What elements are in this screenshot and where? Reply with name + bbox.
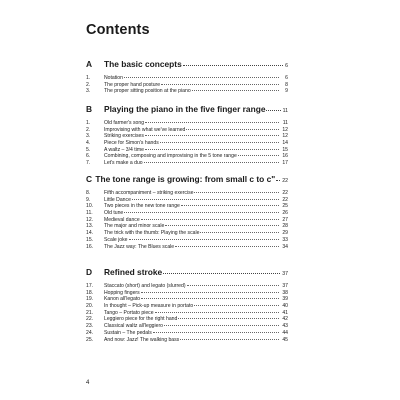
toc-entry (86, 203, 288, 210)
entry-title: Sustain – The pedals (104, 329, 152, 336)
entry-page-number: 41 (282, 309, 288, 316)
entry-title: Scale joke (104, 236, 128, 243)
entry-page-number: 43 (282, 323, 288, 330)
section-page-number: 11 (282, 108, 288, 114)
toc-entry (86, 337, 288, 344)
entry-number: 15. (86, 236, 94, 243)
entry-title: Notation (104, 75, 123, 81)
toc-entry (86, 140, 288, 147)
toc-entry (86, 244, 288, 251)
toc-entry (86, 160, 288, 167)
dot-leader (192, 90, 279, 91)
toc-section (86, 104, 288, 167)
section-heading (86, 104, 288, 116)
dot-leader (238, 155, 279, 156)
entry-title: The Jazz way: The Blues scale (104, 243, 175, 250)
entry-list (86, 75, 288, 95)
entry-page-number: 15 (282, 146, 288, 153)
entry-title: Combining, composing and improvising in the 5 tone range (104, 153, 237, 160)
dot-leader (141, 298, 279, 299)
toc-section (86, 267, 288, 343)
section-heading (86, 267, 288, 279)
entry-title: Improvising with what we've learned (104, 126, 186, 133)
entry-title: Hopping fingers (104, 289, 140, 296)
entry-title: Little Dance (104, 196, 131, 203)
dot-leader (141, 219, 279, 220)
entry-page-number: 22 (282, 196, 288, 203)
section-title: Refined stroke (104, 267, 163, 277)
entry-number: 17. (86, 283, 94, 289)
toc-entry (86, 210, 288, 217)
entry-number: 7. (86, 160, 91, 167)
dot-leader (141, 292, 279, 293)
dot-leader (129, 239, 279, 240)
section-heading (86, 174, 288, 186)
entry-title: Old tune (104, 210, 124, 217)
entry-page-number: 39 (282, 296, 288, 303)
entry-title: Let's make a duo (104, 160, 143, 167)
dot-leader (145, 122, 279, 123)
toc-entry (86, 283, 288, 290)
section-title: The basic concepts (104, 59, 182, 69)
entry-title: Striking exercises (104, 133, 144, 140)
entry-title: In thought – Pick-up measure in portato (104, 303, 194, 310)
entry-number: 19. (86, 296, 94, 303)
dot-leader (145, 135, 279, 136)
entry-page-number: 28 (282, 223, 288, 230)
entry-page-number: 44 (282, 329, 288, 336)
entry-number: 22. (86, 316, 94, 323)
toc-entry (86, 230, 288, 237)
toc-entry (86, 197, 288, 204)
entry-page-number: 8 (285, 81, 288, 88)
entry-number: 3. (86, 88, 91, 95)
entry-title: And now: Jazz! The walking bass (104, 336, 180, 343)
toc-entry (86, 237, 288, 244)
dot-leader (183, 65, 283, 66)
section-heading (86, 59, 288, 71)
entry-number: 9. (86, 196, 91, 203)
entry-page-number: 29 (282, 230, 288, 237)
entry-number: 13. (86, 223, 94, 230)
toc-entry (86, 133, 288, 140)
dot-leader (175, 246, 279, 247)
section-title: The tone range is growing: from small c to c" (95, 174, 276, 184)
page-title: Contents (86, 22, 150, 38)
entry-page-number: 9 (285, 88, 288, 95)
entry-page-number: 42 (282, 316, 288, 323)
entry-page-number: 37 (282, 283, 288, 289)
entry-title: The trick with the thumb: Playing the scale (104, 230, 200, 237)
entry-title: Medieval dance (104, 216, 140, 223)
entry-number: 5. (86, 146, 91, 153)
dot-leader (163, 273, 280, 274)
dot-leader (180, 339, 279, 340)
toc-section (86, 59, 288, 95)
entry-number: 10. (86, 203, 94, 210)
entry-page-number: 33 (282, 236, 288, 243)
entry-title: Two pieces in the new tone range (104, 203, 180, 210)
entry-title: The proper hand posture (104, 81, 161, 88)
toc-entry (86, 330, 288, 337)
entry-page-number: 34 (282, 243, 288, 250)
dot-leader (276, 180, 280, 181)
dot-leader (164, 325, 279, 326)
entry-title: The proper sitting position at the piano (104, 88, 191, 95)
section-page-number: 6 (285, 63, 288, 69)
entry-number: 16. (86, 243, 94, 250)
dot-leader (153, 332, 279, 333)
dot-leader (186, 129, 279, 130)
toc-entry (86, 296, 288, 303)
dot-leader (194, 192, 279, 193)
entry-title: Leggiero piece for the right hand (104, 316, 178, 323)
section-letter: B (86, 104, 93, 114)
entry-title: Old farmer's song (104, 120, 145, 126)
entry-title: Kanon all'legato (104, 296, 141, 303)
section-letter: C (86, 174, 93, 184)
entry-page-number: 6 (285, 75, 288, 81)
dot-leader (132, 199, 279, 200)
toc-entry (86, 127, 288, 134)
entry-number: 4. (86, 140, 91, 147)
entry-title: Classical waltz all'leggiero (104, 323, 164, 330)
dot-leader (165, 225, 279, 226)
dot-leader (194, 305, 279, 306)
dot-leader (187, 285, 279, 286)
entry-page-number: 16 (282, 153, 288, 160)
toc-entry (86, 310, 288, 317)
toc-section (86, 174, 288, 250)
toc-entry (86, 88, 288, 95)
entry-number: 20. (86, 303, 94, 310)
dot-leader (144, 162, 279, 163)
entry-page-number: 11 (282, 120, 288, 126)
entry-number: 14. (86, 230, 94, 237)
toc-entry (86, 147, 288, 154)
entry-title: Fifth accompaniment – striking exercise (104, 190, 194, 196)
toc-entry (86, 82, 288, 89)
section-page-number: 37 (282, 271, 288, 277)
dot-leader (181, 205, 279, 206)
toc-entry (86, 303, 288, 310)
dot-leader (160, 142, 279, 143)
toc-entry (86, 290, 288, 297)
entry-page-number: 25 (282, 203, 288, 210)
entry-page-number: 17 (282, 160, 288, 167)
entry-page-number: 38 (282, 289, 288, 296)
section-title: Playing the piano in the five finger range (104, 104, 266, 114)
entry-page-number: 12 (282, 126, 288, 133)
entry-number: 2. (86, 81, 91, 88)
dot-leader (178, 318, 279, 319)
toc-entry (86, 223, 288, 230)
entry-list (86, 283, 288, 343)
dot-leader (124, 77, 279, 78)
entry-number: 6. (86, 153, 91, 160)
toc-entry (86, 316, 288, 323)
dot-leader (124, 212, 279, 213)
section-letter: D (86, 267, 93, 277)
dot-leader (161, 84, 279, 85)
entry-number: 1. (86, 75, 91, 81)
entry-number: 8. (86, 190, 91, 196)
dot-leader (200, 232, 279, 233)
entry-number: 3. (86, 133, 91, 140)
dot-leader (266, 110, 280, 111)
entry-title: Staccato (short) and legato (slurred) (104, 283, 186, 289)
page-number: 4 (86, 380, 90, 386)
toc-entry (86, 153, 288, 160)
section-letter: A (86, 59, 93, 69)
entry-number: 11. (86, 210, 93, 217)
toc-entry (86, 217, 288, 224)
entry-page-number: 45 (282, 336, 288, 343)
entry-page-number: 40 (282, 303, 288, 310)
entry-page-number: 22 (282, 190, 288, 196)
entry-number: 2. (86, 126, 91, 133)
toc-entry (86, 120, 288, 127)
entry-title: Piece for Simon's hands (104, 140, 159, 147)
toc-entry (86, 323, 288, 330)
entry-title: Tango – Portato piece (104, 309, 154, 316)
section-page-number: 22 (282, 178, 288, 184)
dot-leader (145, 149, 279, 150)
entry-list (86, 120, 288, 167)
entry-number: 24. (86, 329, 94, 336)
entry-number: 1. (86, 120, 91, 126)
entry-number: 25. (86, 336, 94, 343)
entry-number: 12. (86, 216, 94, 223)
entry-page-number: 26 (282, 210, 288, 217)
toc-entry (86, 190, 288, 197)
entry-title: A waltz – 3/4 time (104, 146, 144, 153)
entry-title: The major and minor scale (104, 223, 165, 230)
entry-number: 21. (86, 309, 94, 316)
entry-list (86, 190, 288, 250)
entry-number: 18. (86, 289, 94, 296)
toc-entry (86, 75, 288, 82)
entry-page-number: 27 (282, 216, 288, 223)
entry-page-number: 14 (282, 140, 288, 147)
entry-number: 23. (86, 323, 94, 330)
dot-leader (155, 312, 279, 313)
entry-page-number: 12 (282, 133, 288, 140)
